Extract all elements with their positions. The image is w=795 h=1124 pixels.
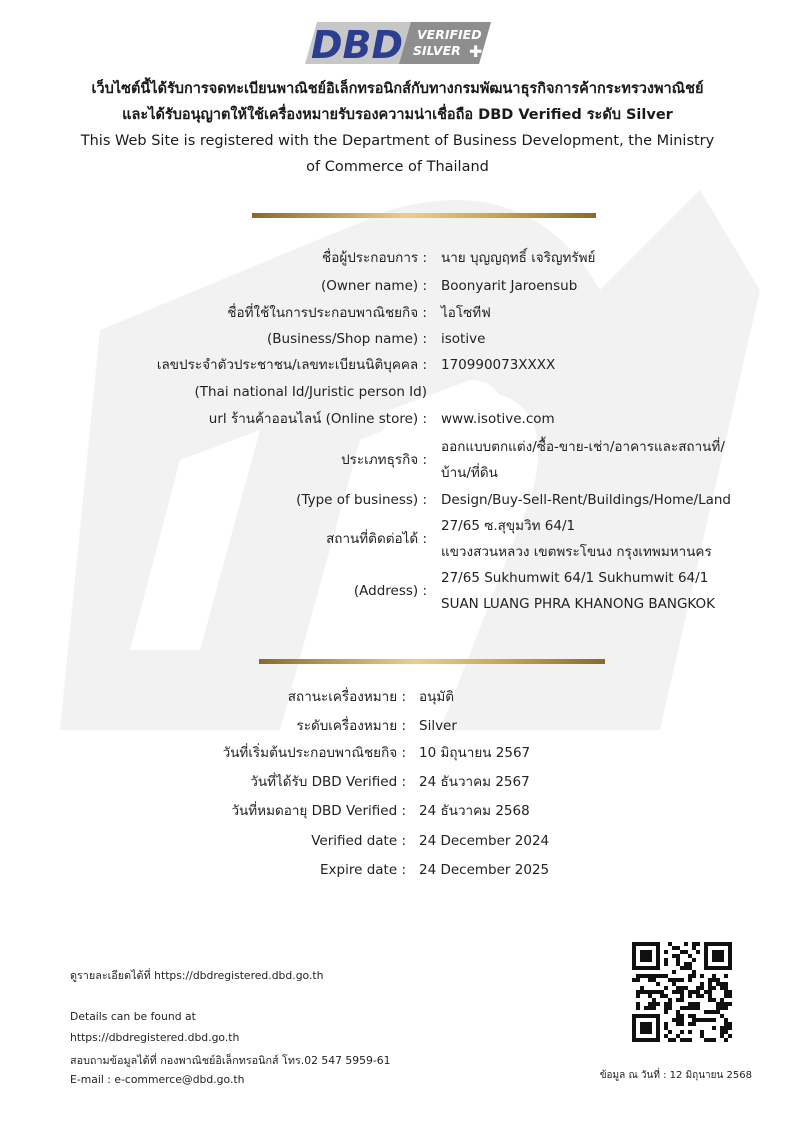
footer-details-th: ดูรายละเอียดได้ที่ https://dbdregistered.dbd.go.th <box>70 969 324 982</box>
shop-th-value: ไอโซทีฟ <box>441 305 491 321</box>
url-label: url ร้านค้าออนไลน์ (Online store) : <box>208 411 427 427</box>
svg-text:✚: ✚ <box>469 42 483 61</box>
expire-en-label: Expire date : <box>320 862 406 878</box>
shop-en-label: (Business/Shop name) : <box>267 331 427 347</box>
owner-en-label: (Owner name) : <box>320 278 427 294</box>
header-th-line-1: เว็บไซต์นี้ได้รับการจดทะเบียนพาณิชย์อิเล็กทรอนิกส์กับทางกรมพัฒนาธุรกิจการค้ากระทรวงพาณิชย์ <box>91 81 704 97</box>
url-value[interactable]: www.isotive.com <box>441 411 555 427</box>
data-date: ข้อมูล ณ วันที่ : 12 มิถุนายน 2568 <box>599 1070 752 1081</box>
verified-en-value: 24 December 2024 <box>419 833 550 849</box>
footer-details-en: Details can be found at <box>70 1010 196 1023</box>
type-th-value-line-1: ออกแบบตกแต่ง/ซื้อ-ขาย-เช่า/อาคารและสถานที่/ <box>441 439 725 455</box>
verified-th-value: 24 ธันวาคม 2567 <box>419 774 530 790</box>
id-th-label: เลขประจำตัวประชาชน/เลขทะเบียนนิติบุคคล : <box>156 357 427 373</box>
type-en-label: (Type of business) : <box>296 492 427 508</box>
addr-en-value-line-1: 27/65 Sukhumwit 64/1 Sukhumwit 64/1 <box>441 570 709 586</box>
addr-th-value-line-1: 27/65 ซ.สุขุมวิท 64/1 <box>441 518 576 534</box>
mark-status-value: อนุมัติ <box>419 689 455 705</box>
expire-th-value: 24 ธันวาคม 2568 <box>419 803 530 819</box>
owner-th-value: นาย บุญญฤทธิ์ เจริญทรัพย์ <box>441 250 596 266</box>
svg-text:SILVER: SILVER <box>413 43 461 58</box>
owner-en-value: Boonyarit Jaroensub <box>441 278 578 294</box>
addr-en-label: (Address) : <box>353 583 427 599</box>
footer-url[interactable]: https://dbdregistered.dbd.go.th <box>70 1031 240 1044</box>
shop-en-value: isotive <box>441 331 486 347</box>
header-th-line-2: และได้รับอนุญาตให้ใช้เครื่องหมายรับรองความน่าเชื่อถือ DBD Verified ระดับ Silver <box>122 107 673 123</box>
start-date-value: 10 มิถุนายน 2567 <box>419 745 531 761</box>
mark-level-label: ระดับเครื่องหมาย : <box>296 718 406 734</box>
expire-th-label: วันที่หมดอายุ DBD Verified : <box>231 803 406 819</box>
addr-en-value-line-2: SUAN LUANG PHRA KHANONG BANGKOK <box>441 596 716 612</box>
type-en-value: Design/Buy-Sell-Rent/Buildings/Home/Land <box>441 492 732 508</box>
expire-en-value: 24 December 2025 <box>419 862 550 878</box>
addr-th-label: สถานที่ติดต่อได้ : <box>326 531 427 547</box>
start-date-label: วันที่เริ่มต้นประกอบพาณิชยกิจ : <box>222 745 406 761</box>
mark-status-label: สถานะเครื่องหมาย : <box>287 689 406 705</box>
svg-text:VERIFIED: VERIFIED <box>417 27 482 42</box>
mark-level-value: Silver <box>419 718 457 734</box>
header-en-line-1: This Web Site is registered with the Department of Business Development, the Ministry <box>80 133 715 149</box>
id-th-value: 170990073XXXX <box>441 357 556 373</box>
type-th-value-line-2: บ้าน/ที่ดิน <box>441 465 498 481</box>
verified-th-label: วันที่ได้รับ DBD Verified : <box>250 774 406 790</box>
header-en-line-2: of Commerce of Thailand <box>306 159 489 175</box>
footer-contact: สอบถามข้อมูลได้ที่ กองพาณิชย์อิเล็กทรอนิกส์ โทร.02 547 5959-61 <box>70 1054 391 1067</box>
svg-text:DBD: DBD <box>311 23 404 64</box>
id-en-label: (Thai national Id/Juristic person Id) <box>194 384 427 400</box>
owner-th-label: ชื่อผู้ประกอบการ : <box>322 250 427 266</box>
type-th-label: ประเภทธุรกิจ : <box>341 452 427 468</box>
dbd-verified-silver-logo <box>303 22 493 64</box>
verified-en-label: Verified date : <box>311 833 406 849</box>
shop-th-label: ชื่อที่ใช้ในการประกอบพาณิชยกิจ : <box>227 305 427 321</box>
certificate-header <box>70 76 725 180</box>
addr-th-value-line-2: แขวงสวนหลวง เขตพระโขนง กรุงเทพมหานคร <box>441 544 712 560</box>
footer-email[interactable]: E-mail : e-commerce@dbd.go.th <box>70 1073 245 1086</box>
qr-code-icon[interactable] <box>632 942 732 1042</box>
divider-middle <box>259 659 605 664</box>
divider-top <box>252 213 596 218</box>
